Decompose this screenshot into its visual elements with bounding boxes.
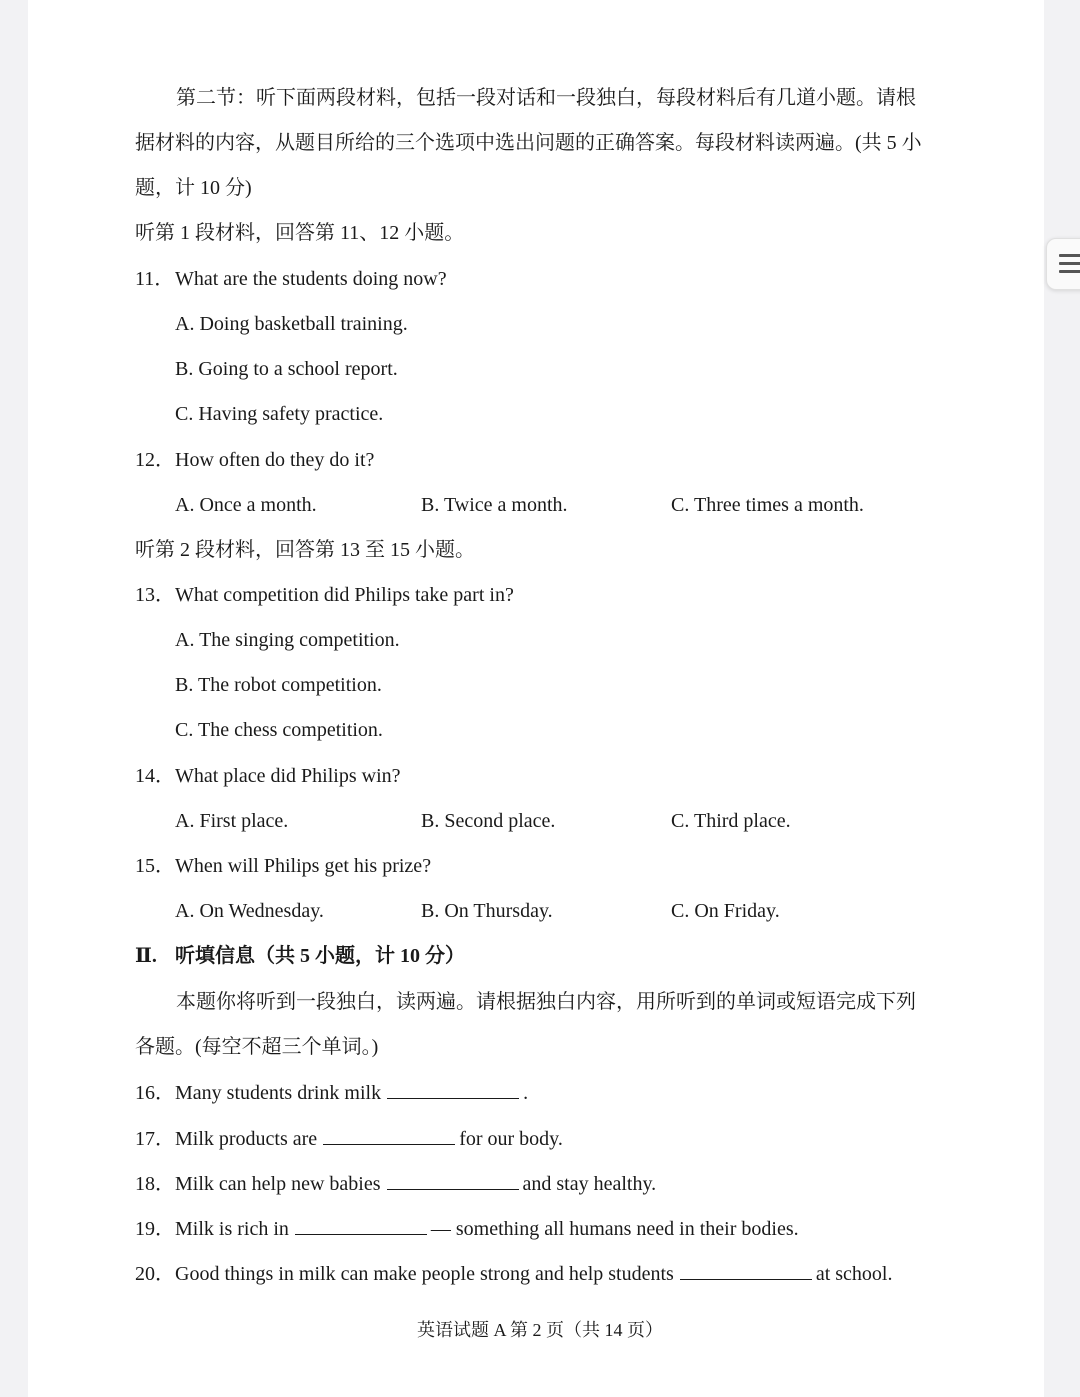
option-15b: B. On Thursday. xyxy=(421,900,553,922)
option-12c: C. Three times a month. xyxy=(671,494,864,516)
fill-question-17 xyxy=(135,1126,563,1151)
option-14c: C. Third place. xyxy=(671,810,791,832)
part2-heading xyxy=(135,944,465,968)
section2-intro-line2: 据材料的内容，从题目所给的三个选项中选出问题的正确答案。每段材料读两遍。(共 5 小 xyxy=(135,132,922,154)
option-13b: B. The robot competition. xyxy=(175,674,382,696)
question-number: 11． xyxy=(135,268,175,290)
option-11c: C. Having safety practice. xyxy=(175,403,384,425)
question-12 xyxy=(135,448,374,472)
option-14b: B. Second place. xyxy=(421,810,556,832)
question-number: 13． xyxy=(135,584,175,606)
question-number: 17． xyxy=(135,1128,175,1150)
menu-lines-icon xyxy=(1059,254,1080,257)
option-13c: C. The chess competition. xyxy=(175,719,383,741)
part2-intro-line1: 本题你将听到一段独白，读两遍。请根据独白内容，用所听到的单词或短语完成下列 xyxy=(176,991,916,1013)
side-menu-button[interactable] xyxy=(1046,238,1080,290)
fill-text-after: for our body. xyxy=(459,1128,563,1150)
fill-question-20 xyxy=(135,1261,892,1286)
material1-instruction: 听第 1 段材料，回答第 11、12 小题。 xyxy=(135,222,465,244)
question-text: How often do they do it? xyxy=(175,449,375,471)
question-text: What place did Philips win? xyxy=(175,765,401,787)
option-11a: A. Doing basketball training. xyxy=(175,313,408,335)
material2-instruction: 听第 2 段材料，回答第 13 至 15 小题。 xyxy=(135,539,475,561)
fill-text-after: and stay healthy. xyxy=(522,1173,657,1195)
answer-blank[interactable] xyxy=(387,1080,519,1099)
menu-lines-icon xyxy=(1059,262,1080,265)
fill-text-before: Many students drink milk xyxy=(175,1082,382,1104)
question-number: 12． xyxy=(135,449,175,471)
question-11 xyxy=(135,267,447,291)
menu-lines-icon xyxy=(1059,270,1080,273)
fill-text-after: — something all humans need in their bodies. xyxy=(430,1218,799,1240)
section2-intro-line3: 题，计 10 分) xyxy=(135,177,252,199)
question-15 xyxy=(135,854,431,878)
part2-number: Ⅱ. xyxy=(135,945,157,967)
question-number: 15． xyxy=(135,855,175,877)
option-14a: A. First place. xyxy=(175,810,289,832)
option-15a: A. On Wednesday. xyxy=(175,900,324,922)
fill-question-18 xyxy=(135,1171,656,1196)
fill-text-before: Milk can help new babies xyxy=(175,1173,381,1195)
answer-blank[interactable] xyxy=(323,1126,455,1145)
part2-intro-line2: 各题。(每空不超三个单词。) xyxy=(135,1036,379,1058)
question-13 xyxy=(135,583,514,607)
fill-text-after: . xyxy=(523,1082,529,1104)
fill-text-before: Good things in milk can make people strong and help students xyxy=(175,1263,674,1285)
answer-blank[interactable] xyxy=(680,1261,812,1280)
question-text: When will Philips get his prize? xyxy=(175,855,432,877)
option-12a: A. Once a month. xyxy=(175,494,317,516)
fill-text-after: at school. xyxy=(815,1263,893,1285)
option-15c: C. On Friday. xyxy=(671,900,780,922)
question-number: 16． xyxy=(135,1082,175,1104)
option-13a: A. The singing competition. xyxy=(175,629,400,651)
fill-question-16 xyxy=(135,1080,528,1105)
option-12b: B. Twice a month. xyxy=(421,494,568,516)
answer-blank[interactable] xyxy=(295,1216,427,1235)
page-footer: 英语试题 A 第 2 页（共 14 页） xyxy=(416,1320,663,1340)
answer-blank[interactable] xyxy=(387,1171,519,1190)
question-number: 19． xyxy=(135,1218,175,1240)
part2-title: 听填信息（共 5 小题，计 10 分） xyxy=(175,945,465,967)
fill-question-19 xyxy=(135,1216,799,1241)
question-text: What competition did Philips take part in? xyxy=(175,584,514,606)
option-11b: B. Going to a school report. xyxy=(175,358,398,380)
fill-text-before: Milk products are xyxy=(175,1128,318,1150)
fill-text-before: Milk is rich in xyxy=(175,1218,289,1240)
question-number: 14． xyxy=(135,765,175,787)
section2-intro-line1: 第二节：听下面两段材料，包括一段对话和一段独白，每段材料后有几道小题。请根 xyxy=(176,87,916,109)
question-14 xyxy=(135,764,401,788)
question-text: What are the students doing now? xyxy=(175,268,447,290)
question-number: 18． xyxy=(135,1173,175,1195)
question-number: 20． xyxy=(135,1263,175,1285)
